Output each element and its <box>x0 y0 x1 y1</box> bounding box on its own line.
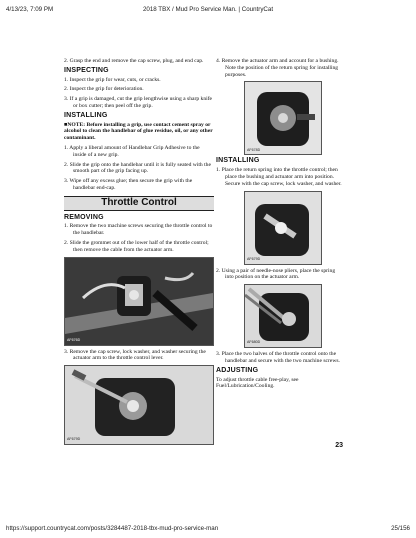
print-datetime: 4/13/23, 7:09 PM <box>6 6 54 13</box>
photo-throttle-handlebar <box>64 257 214 346</box>
installing-heading: INSTALLING <box>64 111 108 119</box>
install-step-3-right: 3. Place the two halves of the throttle control onto the handlebar and secure with the two machine screws. <box>216 351 340 364</box>
page-number: 23 <box>335 442 343 449</box>
remove-step-2: 2. Slide the grommet out of the lower half of the throttle control; then remove the cable from the actuator arm. <box>64 239 209 253</box>
inspect-step-3: 3. If a grip is damaged, cut the grip lengthwise using a sharp knife or box cutter; then peel off the grip. <box>64 96 213 109</box>
print-page-title: 2018 TBX / Mud Pro Service Man. | CountryCat <box>142 6 274 13</box>
removing-heading: REMOVING <box>64 213 104 221</box>
photo-caption: AF676D <box>67 337 81 342</box>
print-page-counter: 25/156 <box>391 525 410 532</box>
installing-heading-right: INSTALLING <box>216 157 260 165</box>
left-column <box>64 58 214 448</box>
remove-step-4: 4. Remove the actuator arm and account for a bushing. Note the position of the return spring for installing purposes. <box>216 58 339 78</box>
photo-return-spring <box>244 81 322 155</box>
section-title-banner: Throttle Control <box>64 196 214 211</box>
print-url: https://support.countrycat.com/posts/3284487-2018-tbx-mud-pro-service-man <box>6 525 219 532</box>
photo-caption: AF680D <box>247 340 261 345</box>
install-note: ■NOTE: Before installing a grip, use contact cement spray or alcohol to clean the handlebar of glue residue, oil, or any other contaminant. <box>64 121 213 142</box>
right-column <box>216 58 342 393</box>
photo-bushing-install <box>244 191 322 265</box>
inspecting-heading: INSPECTING <box>64 66 109 74</box>
install-step-1-right: 1. Place the return spring into the throttle control; then place the bushing and actuator arm into position. Secure with the cap screw, lock washer, and washer. <box>216 167 342 187</box>
photo-actuator-arm <box>64 365 214 445</box>
photo-caption: AF679D <box>67 437 81 442</box>
grip-step-2: 2. Grasp the end and remove the cap screw, plug, and end cap. <box>64 58 204 64</box>
photo-needle-nose-pliers <box>244 284 322 348</box>
inspect-step-1: 1. Inspect the grip for wear, cuts, or cracks. <box>64 76 161 83</box>
adjusting-text: To adjust throttle cable free-play, see Fuel/Lubrication/Cooling. <box>216 376 299 390</box>
inspect-step-2: 2. Inspect the grip for deterioration. <box>64 86 144 93</box>
photo-caption: AF679D <box>247 256 261 261</box>
install-step-1: 1. Apply a liberal amount of Handlebar Grip Adhesive to the inside of a new grip. <box>64 144 200 158</box>
remove-step-3: 3. Remove the cap screw, lock washer, and washer securing the actuator arm to the throttle control lever. <box>64 348 206 362</box>
install-step-2-right: 2. Using a pair of needle-nose pliers, place the spring into position on the actuator arm. <box>216 267 336 281</box>
adjusting-heading: ADJUSTING <box>216 366 259 374</box>
remove-step-1: 1. Remove the two machine screws securing the throttle control to the handlebar. <box>64 223 213 237</box>
install-step-3: 3. Wipe off any excess glue; then secure the grip with the handlebar end-cap. <box>64 178 193 191</box>
photo-caption: AF678D <box>247 147 261 152</box>
install-step-2: 2. Slide the grip onto the handlebar until it is fully seated with the smooth part of the grip facing up. <box>64 161 211 175</box>
